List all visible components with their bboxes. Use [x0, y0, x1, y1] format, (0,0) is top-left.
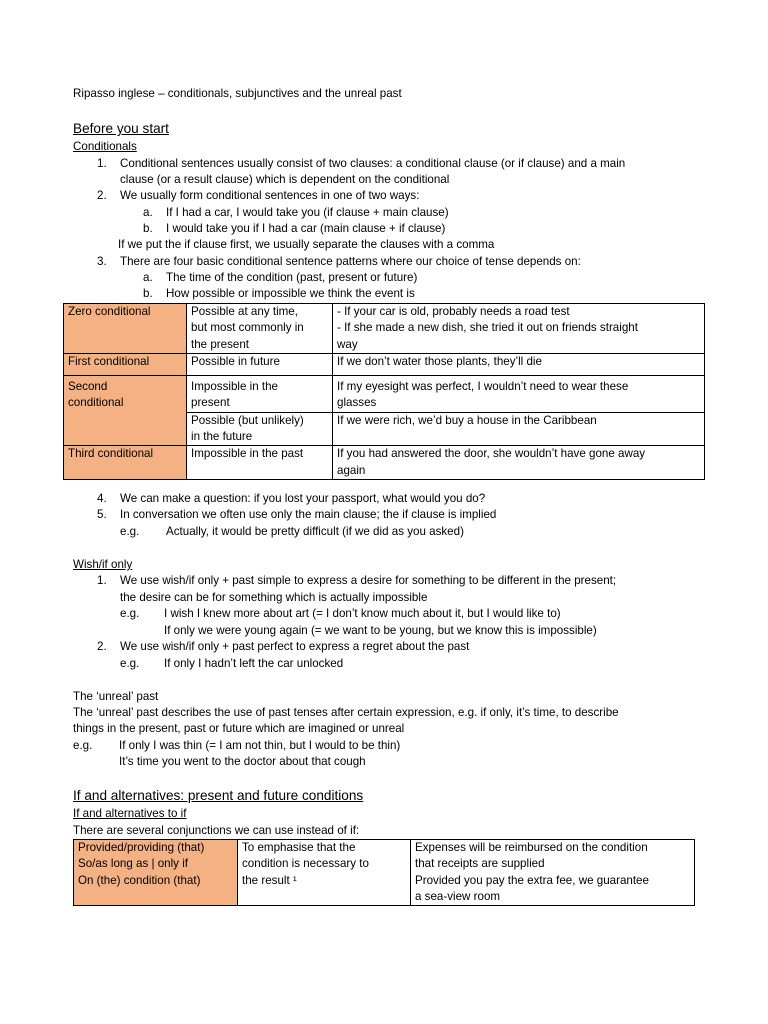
table-cell-conjunctions [74, 840, 238, 906]
table-cell-example [333, 412, 705, 446]
cell-text: but most commonly in [191, 321, 304, 335]
example-text: It’s time you went to the doctor about that cough [119, 755, 366, 768]
sublist-marker: a. [143, 206, 153, 219]
cell-text: If my eyesight was perfect, I wouldn’t need to wear these [337, 380, 629, 394]
cell-text: To emphasise that the [242, 841, 356, 854]
list-number: 4. [97, 492, 107, 505]
list-number: 1. [97, 574, 107, 587]
sublist-item-text: If I had a car, I would take you (if clause + main clause) [166, 206, 449, 219]
table-row [64, 376, 705, 413]
paragraph-text: The ‘unreal’ past describes the use of past tenses after certain expression, e.g. if only, it’s time, to describe [73, 706, 619, 719]
conditionals-table [63, 303, 705, 480]
table-row [64, 353, 705, 375]
list-number: 3. [97, 255, 107, 268]
cell-text: On (the) condition (that) [78, 873, 201, 887]
example-marker: e.g. [120, 525, 140, 538]
list-number: 2. [97, 640, 107, 653]
sublist-item-text: How possible or impossible we think the event is [166, 287, 415, 300]
subheading-wish-if-only: Wish/if only [73, 558, 133, 571]
cell-text: Possible (but unlikely) [191, 413, 304, 427]
table-cell-type [64, 304, 187, 354]
cell-text: Impossible in the [191, 380, 278, 394]
cell-text: Second [68, 380, 108, 394]
cell-text: present [191, 396, 230, 410]
table-row [64, 446, 705, 480]
document-title: Ripasso inglese – conditionals, subjunctives and the unreal past [73, 87, 402, 100]
intro-text: There are several conjunctions we can use instead of if: [73, 824, 360, 837]
section-heading-if-and-alternatives: If and alternatives: present and future conditions [73, 788, 364, 803]
cell-text: in the future [191, 430, 253, 444]
table-cell-type [64, 446, 187, 480]
cell-text: that receipts are supplied [415, 857, 545, 871]
table-cell-time [187, 412, 333, 446]
sublist-item-text: I would take you if I had a car (main clause + if clause) [166, 222, 446, 235]
example-marker: e.g. [120, 607, 140, 620]
example-text: I wish I knew more about art (= I don’t know much about it, but I would like to) [164, 607, 561, 620]
example-text: If only I was thin (= I am not thin, but I would to be thin) [119, 739, 401, 752]
table-cell-example [411, 840, 695, 906]
cell-text: Impossible in the past [191, 447, 304, 461]
example-marker: e.g. [120, 657, 140, 670]
list-item-text: Conditional sentences usually consist of two clauses: a conditional clause (or if clause) and a main [120, 157, 626, 170]
table-cell-type [64, 376, 187, 446]
cell-text: a sea-view room [415, 889, 501, 903]
example-marker: e.g. [73, 739, 93, 752]
table-cell-example [333, 446, 705, 480]
table-cell-time [187, 376, 333, 413]
cell-text: Provided/providing (that) [78, 841, 205, 854]
table-cell-example [333, 353, 705, 375]
subheading-alternatives-to-if: If and alternatives to if [73, 807, 187, 820]
list-item-text: We can make a question: if you lost your passport, what would you do? [120, 492, 486, 505]
sublist-item-text: The time of the condition (past, present or future) [166, 271, 418, 284]
example-text: If only we were young again (= we want to be young, but we know this is impossible) [164, 624, 597, 637]
example-text: If only I hadn’t left the car unlocked [164, 657, 344, 670]
cell-text: First conditional [68, 354, 150, 368]
list-item-text: the desire can be for something which is actually impossible [120, 591, 428, 604]
table-cell-time [187, 353, 333, 375]
paragraph-text: things in the present, past or future which are imagined or unreal [73, 722, 405, 735]
table-cell-type [64, 353, 187, 375]
section-heading-before-you-start: Before you start [73, 121, 169, 136]
cell-text: the result ¹ [242, 873, 297, 887]
cell-text: Zero conditional [68, 305, 151, 318]
cell-text: Possible in future [191, 354, 280, 368]
cell-text: way [337, 337, 358, 351]
list-item-text: We usually form conditional sentences in one of two ways: [120, 189, 420, 202]
list-item-text: We use wish/if only + past perfect to express a regret about the past [120, 640, 470, 653]
table-cell-usage [238, 840, 411, 906]
subheading-conditionals: Conditionals [73, 140, 137, 153]
list-item-text: We use wish/if only + past simple to express a desire for something to be different in the present; [120, 574, 617, 587]
cell-text: condition is necessary to [242, 857, 369, 871]
alternatives-table [73, 839, 695, 906]
example-text: Actually, it would be pretty difficult (if we did as you asked) [166, 525, 464, 538]
table-row [74, 840, 695, 906]
table-cell-time [187, 304, 333, 354]
cell-text: If you had answered the door, she wouldn’t have gone away [337, 447, 646, 461]
list-item-text: In conversation we often use only the main clause; the if clause is implied [120, 508, 497, 521]
cell-text: - If your car is old, probably needs a road test [337, 305, 570, 318]
cell-text: Provided you pay the extra fee, we guarantee [415, 873, 649, 887]
table-row [64, 304, 705, 354]
sublist-marker: b. [143, 287, 153, 300]
list-number: 5. [97, 508, 107, 521]
list-number: 2. [97, 189, 107, 202]
cell-text: If we don’t water those plants, they’ll die [337, 354, 542, 368]
list-item-text: There are four basic conditional sentence patterns where our choice of tense depends on: [120, 255, 581, 268]
list-item-text: clause (or a result clause) which is dependent on the conditional [120, 173, 450, 186]
table-cell-example [333, 376, 705, 413]
note-text: If we put the if clause first, we usually separate the clauses with a comma [118, 238, 495, 251]
list-number: 1. [97, 157, 107, 170]
cell-text: glasses [337, 396, 377, 410]
cell-text: So/as long as | only if [78, 857, 188, 871]
cell-text: again [337, 463, 366, 477]
table-cell-time [187, 446, 333, 480]
cell-text: If we were rich, we’d buy a house in the Caribbean [337, 413, 597, 427]
cell-text: Third conditional [68, 447, 154, 461]
table-cell-example [333, 304, 705, 354]
subheading-unreal-past: The ‘unreal’ past [73, 690, 159, 703]
sublist-marker: a. [143, 271, 153, 284]
cell-text: conditional [68, 396, 124, 410]
cell-text: Expenses will be reimbursed on the condition [415, 841, 648, 854]
cell-text: - If she made a new dish, she tried it out on friends straight [337, 321, 638, 335]
cell-text: Possible at any time, [191, 305, 298, 318]
sublist-marker: b. [143, 222, 153, 235]
cell-text: the present [191, 337, 250, 351]
